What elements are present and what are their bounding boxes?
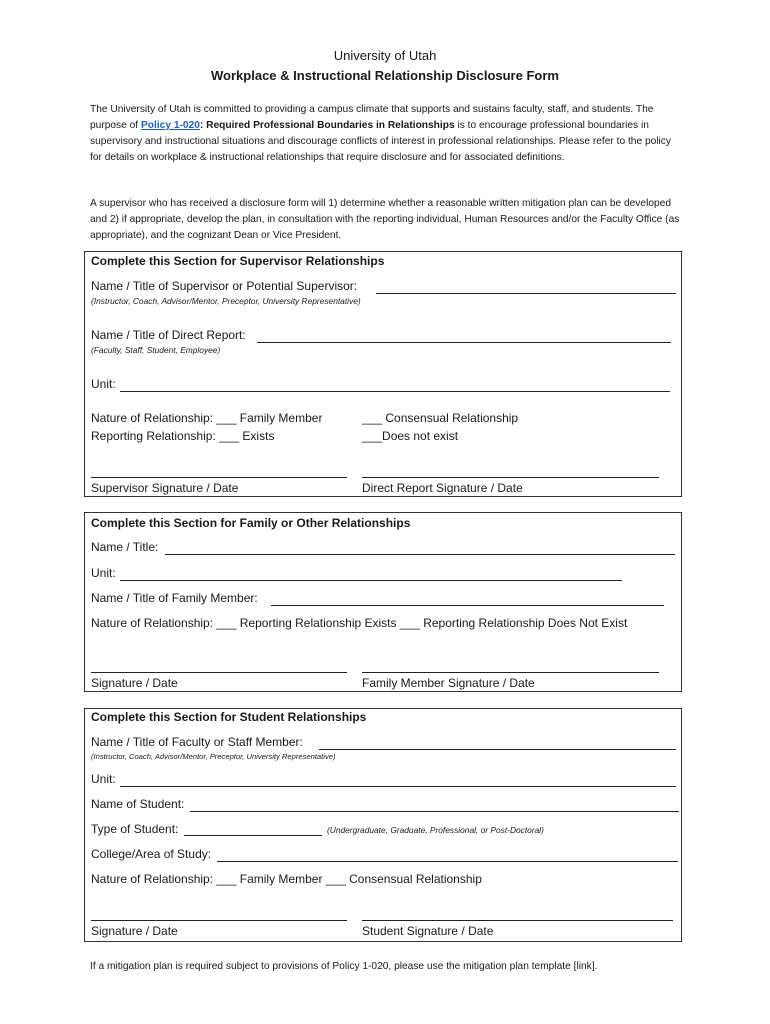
faculty-staff-field[interactable] bbox=[319, 749, 676, 750]
student-type-note: (Undergraduate, Graduate, Professional, or Post-Doctoral) bbox=[327, 825, 544, 835]
unit-label: Unit: bbox=[91, 566, 116, 580]
signature-line[interactable] bbox=[91, 920, 347, 921]
faculty-staff-note: (Instructor, Coach, Advisor/Mentor, Preceptor, University Representative) bbox=[91, 752, 336, 761]
name-title-field[interactable] bbox=[165, 554, 675, 555]
supervisor-name-field[interactable] bbox=[376, 293, 676, 294]
does-not-exist-option[interactable]: ___Does not exist bbox=[362, 429, 459, 443]
signature-label: Signature / Date bbox=[91, 676, 178, 690]
student-signature-line[interactable] bbox=[362, 920, 673, 921]
university-name: University of Utah bbox=[333, 48, 437, 63]
faculty-staff-label: Name / Title of Faculty or Staff Member: bbox=[91, 735, 303, 749]
name-title-label: Name / Title: bbox=[91, 540, 159, 554]
college-area-label: College/Area of Study: bbox=[91, 847, 212, 861]
unit-field[interactable] bbox=[120, 391, 670, 392]
intro-paragraph-2: A supervisor who has received a disclosure form will 1) determine whether a reasonable written mitigation plan can be developed and 2) if appropriate, develop the plan, in consultation with the reporting individual, Human Resources and/or the Faculty Office (as appropriate), and the cognizant Dean or Vice President. bbox=[90, 198, 680, 241]
supervisor-section bbox=[84, 251, 682, 497]
student-signature-label: Student Signature / Date bbox=[362, 924, 494, 938]
intro-text-cont: is to encourage professional boundaries in supervisory and instructional situations and discourage conflicts of interest in professional relationships. Please refer to the policy for details on workplace & instructional relationships that require disclosure and for associated definitions. bbox=[90, 120, 671, 163]
family-member-label: Name / Title of Family Member: bbox=[91, 591, 258, 605]
student-type-field[interactable] bbox=[184, 835, 322, 836]
footer-note: If a mitigation plan is required subject to provisions of Policy 1-020, please use the mitigation plan template [link]. bbox=[90, 961, 598, 972]
unit-label: Unit: bbox=[91, 377, 116, 391]
student-name-field[interactable] bbox=[190, 811, 679, 812]
unit-field[interactable] bbox=[120, 580, 622, 581]
student-type-label: Type of Student: bbox=[91, 822, 179, 836]
direct-report-signature-label: Direct Report Signature / Date bbox=[362, 481, 523, 495]
nature-of-relationship[interactable]: Nature of Relationship: ___ Family Member ___ Consensual Relationship bbox=[91, 872, 482, 886]
student-name-label: Name of Student: bbox=[91, 797, 185, 811]
direct-report-label: Name / Title of Direct Report: bbox=[91, 328, 246, 342]
direct-report-field[interactable] bbox=[257, 342, 671, 343]
family-member-signature-label: Family Member Signature / Date bbox=[362, 676, 535, 690]
supervisor-name-label: Name / Title of Supervisor or Potential Supervisor: bbox=[91, 279, 358, 293]
signature-label: Signature / Date bbox=[91, 924, 178, 938]
reporting-relationship[interactable]: Reporting Relationship: ___ Exists bbox=[91, 429, 275, 443]
student-section bbox=[84, 708, 682, 942]
family-section-heading: Complete this Section for Family or Other Relationships bbox=[91, 516, 411, 530]
policy-link[interactable]: Policy 1-020 bbox=[140, 120, 200, 131]
supervisor-signature-label: Supervisor Signature / Date bbox=[91, 481, 239, 495]
unit-field[interactable] bbox=[120, 786, 676, 787]
family-member-field[interactable] bbox=[271, 605, 664, 606]
policy-title: : Required Professional Boundaries in Relationships bbox=[199, 120, 455, 131]
intro-paragraph-1 bbox=[90, 102, 680, 166]
direct-report-signature-line[interactable] bbox=[362, 477, 659, 478]
nature-of-relationship[interactable]: Nature of Relationship: ___ Family Member bbox=[91, 411, 323, 425]
consensual-relationship-option[interactable]: ___ Consensual Relationship bbox=[362, 411, 519, 425]
supervisor-section-heading: Complete this Section for Supervisor Relationships bbox=[91, 254, 385, 268]
unit-label: Unit: bbox=[91, 772, 116, 786]
student-section-heading: Complete this Section for Student Relationships bbox=[91, 710, 367, 724]
signature-line[interactable] bbox=[91, 672, 347, 673]
supervisor-note: (Instructor, Coach, Advisor/Mentor, Preceptor, University Representative) bbox=[91, 296, 361, 306]
college-area-field[interactable] bbox=[217, 861, 678, 862]
supervisor-signature-line[interactable] bbox=[91, 477, 347, 478]
form-title: Workplace & Instructional Relationship Disclosure Form bbox=[211, 68, 559, 83]
intro-text: The University of Utah is committed to providing a campus climate that supports and sustains faculty, staff, and students. The purpose of bbox=[90, 104, 654, 131]
nature-of-relationship[interactable]: Nature of Relationship: ___ Reporting Relationship Exists ___ Reporting Relationship Does Not Exist bbox=[91, 616, 628, 630]
family-member-signature-line[interactable] bbox=[362, 672, 659, 673]
direct-report-note: (Faculty, Staff, Student, Employee) bbox=[91, 345, 221, 355]
family-section bbox=[84, 512, 682, 692]
